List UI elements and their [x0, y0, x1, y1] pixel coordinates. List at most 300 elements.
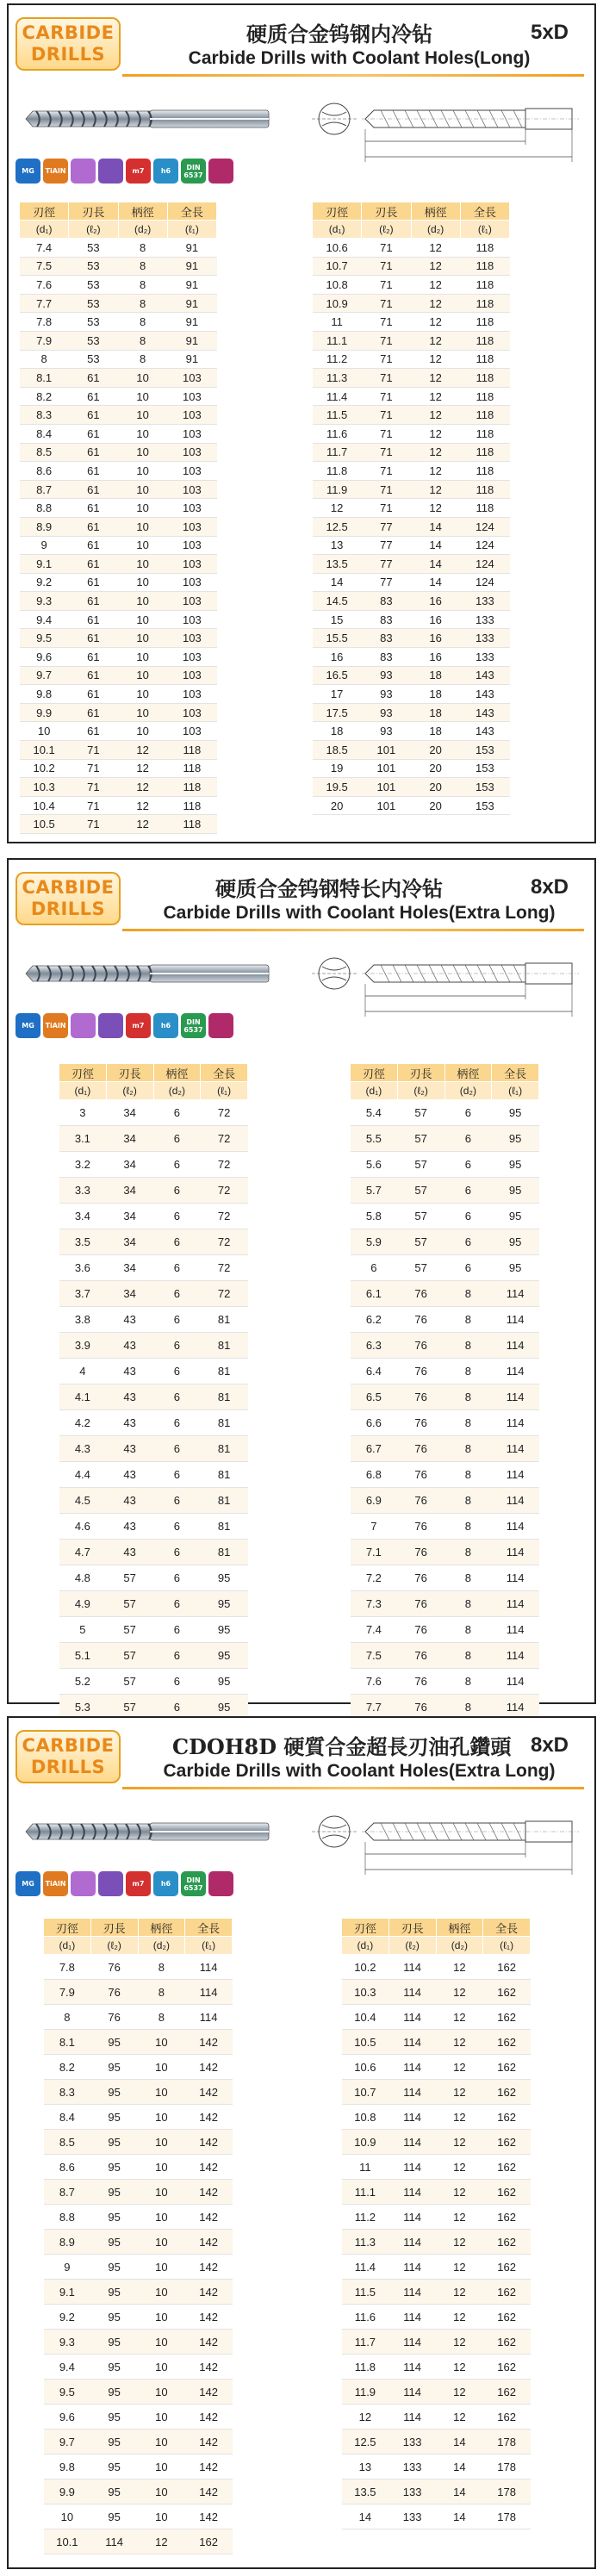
table-cell: 118	[460, 443, 509, 462]
title-ratio: 8xD	[530, 875, 569, 899]
table-row	[351, 1384, 539, 1410]
table-cell: 10	[118, 703, 167, 722]
table-cell: 95	[90, 2030, 138, 2055]
table-cell: 10.1	[20, 741, 69, 760]
table-cell: 61	[69, 666, 118, 685]
table-cell: 7.4	[20, 239, 69, 258]
table-cell: 101	[362, 759, 411, 778]
table-row	[313, 536, 510, 555]
table-cell: 10	[138, 2504, 185, 2529]
table-cell: 142	[185, 2405, 233, 2430]
table-cell: 71	[69, 815, 118, 834]
table-cell: 12	[436, 2130, 483, 2155]
table-cell: 103	[167, 517, 216, 536]
table-cell: 142	[185, 2080, 233, 2105]
table-row	[20, 722, 217, 741]
table-cell: 162	[483, 2330, 531, 2355]
table-cell: 10	[118, 499, 167, 518]
table-cell: 162	[185, 2529, 233, 2554]
table-cell: 10.8	[342, 2105, 389, 2130]
table-cell: 8	[20, 350, 69, 369]
table-cell: 8.8	[44, 2205, 91, 2230]
table-cell: 133	[460, 629, 509, 648]
table-cell: 57	[397, 1204, 444, 1229]
table-cell: 114	[492, 1643, 539, 1669]
table-row	[20, 480, 217, 499]
table-cell: 6	[153, 1514, 201, 1540]
table-cell: 12	[436, 2080, 483, 2105]
straight-icon	[208, 1871, 233, 1896]
table-cell: 8.1	[44, 2030, 91, 2055]
model-code: CDOH8D	[172, 1734, 277, 1759]
table-cell: 162	[483, 2205, 531, 2230]
table-cell: 162	[483, 2055, 531, 2080]
table-cell: 95	[90, 2504, 138, 2529]
column-symbol: (d₁)	[59, 1082, 107, 1100]
table-cell: 114	[389, 2380, 436, 2405]
table-cell: 143	[460, 685, 509, 704]
table-cell: 162	[483, 2405, 531, 2430]
table-cell: 11.3	[313, 369, 362, 388]
table-row	[20, 573, 217, 592]
column-symbol: (d₁)	[44, 1937, 91, 1955]
table-cell: 9.3	[20, 592, 69, 611]
table-cell: 95	[90, 2255, 138, 2280]
table-cell: 114	[185, 1980, 233, 2005]
table-row	[351, 1255, 539, 1281]
table-cell: 3.3	[59, 1178, 107, 1204]
table-cell: 61	[69, 406, 118, 425]
table-row	[313, 294, 510, 313]
table-cell: 81	[201, 1307, 248, 1333]
table-cell: 114	[492, 1669, 539, 1695]
table-cell: 142	[185, 2055, 233, 2080]
table-cell: 12	[411, 499, 460, 518]
table-cell: 8.8	[20, 499, 69, 518]
table-row	[313, 610, 510, 629]
section-title	[138, 1728, 581, 1783]
table-cell: 43	[106, 1436, 153, 1462]
table-cell: 9.5	[44, 2380, 91, 2405]
mg-icon: MG	[16, 1871, 40, 1896]
table-cell: 10	[138, 2330, 185, 2355]
table-cell: 34	[106, 1152, 153, 1178]
table-cell: 10	[118, 462, 167, 481]
table-cell: 43	[106, 1514, 153, 1540]
table-row	[342, 1955, 531, 1980]
table-row	[351, 1436, 539, 1462]
table-cell: 8	[44, 2005, 91, 2030]
table-cell: 72	[201, 1126, 248, 1152]
table-cell: 81	[201, 1384, 248, 1410]
table-cell: 6.6	[351, 1410, 398, 1436]
table-row	[20, 462, 217, 481]
table-cell: 101	[362, 741, 411, 760]
table-cell: 95	[201, 1669, 248, 1695]
table-cell: 12	[411, 462, 460, 481]
table-cell: 18	[411, 722, 460, 741]
table-cell: 61	[69, 629, 118, 648]
table-cell: 16	[313, 648, 362, 667]
table-row	[313, 499, 510, 518]
table-cell: 77	[362, 573, 411, 592]
table-cell: 76	[397, 1565, 444, 1591]
table-cell: 5.6	[351, 1152, 398, 1178]
table-row	[313, 648, 510, 667]
table-cell: 57	[106, 1643, 153, 1669]
table-cell: 10.7	[342, 2080, 389, 2105]
table-row	[351, 1152, 539, 1178]
table-cell: 118	[460, 369, 509, 388]
table-cell: 142	[185, 2480, 233, 2504]
column-header: 刃徑	[44, 1919, 91, 1937]
title-english: Carbide Drills with Coolant Holes(Extra Long)	[163, 1761, 556, 1781]
table-cell: 95	[90, 2330, 138, 2355]
table-cell: 6	[444, 1178, 492, 1204]
column-header: 柄徑	[436, 1919, 483, 1937]
table-cell: 6	[153, 1384, 201, 1410]
table-cell: 4.2	[59, 1410, 107, 1436]
table-cell: 95	[492, 1100, 539, 1126]
table-cell: 8.2	[44, 2055, 91, 2080]
table-cell: 178	[483, 2430, 531, 2455]
table-cell: 9.5	[20, 629, 69, 648]
title-english: Carbide Drills with Coolant Holes(Long)	[188, 48, 531, 68]
table-row	[59, 1514, 248, 1540]
table-cell: 4.8	[59, 1565, 107, 1591]
table-cell: 10.9	[313, 294, 362, 313]
table-cell: 143	[460, 666, 509, 685]
table-cell: 10.8	[313, 276, 362, 295]
table-cell: 61	[69, 722, 118, 741]
table-row	[44, 2055, 233, 2080]
table-cell: 9.1	[44, 2280, 91, 2305]
table-cell: 4.6	[59, 1514, 107, 1540]
table-row	[342, 2430, 531, 2455]
table-cell: 9.7	[20, 666, 69, 685]
column-symbol: (d₂)	[411, 221, 460, 239]
table-cell: 114	[492, 1488, 539, 1514]
table-cell: 57	[397, 1152, 444, 1178]
title-ratio: 8xD	[530, 1733, 569, 1757]
table-row	[351, 1565, 539, 1591]
table-cell: 10	[118, 666, 167, 685]
table-cell: 10	[118, 629, 167, 648]
table-cell: 71	[362, 257, 411, 276]
table-cell: 91	[167, 276, 216, 295]
table-row	[351, 1591, 539, 1617]
table-cell: 6	[153, 1126, 201, 1152]
column-symbol: (ℓ₁)	[460, 221, 509, 239]
table-cell: 153	[460, 759, 509, 778]
table-cell: 34	[106, 1229, 153, 1255]
table-cell: 11.9	[342, 2380, 389, 2405]
table-cell: 7.6	[20, 276, 69, 295]
table-cell: 10	[118, 406, 167, 425]
table-cell: 8	[118, 257, 167, 276]
table-cell: 6.8	[351, 1462, 398, 1488]
table-cell: 10	[118, 480, 167, 499]
table-cell: 12	[436, 2405, 483, 2430]
table-cell: 61	[69, 369, 118, 388]
table-header-row	[59, 1064, 248, 1082]
table-row	[59, 1540, 248, 1565]
table-row	[20, 796, 217, 815]
table-cell: 118	[460, 424, 509, 443]
column-symbol: (d₂)	[436, 1937, 483, 1955]
carbide-drills-badge	[16, 1730, 121, 1783]
table-cell: 114	[492, 1436, 539, 1462]
table-row	[44, 2255, 233, 2280]
column-header: 刃徑	[59, 1064, 107, 1082]
drill-image	[21, 102, 270, 136]
table-cell: 16	[411, 592, 460, 611]
table-cell: 43	[106, 1384, 153, 1410]
table-cell: 7.7	[20, 294, 69, 313]
table-cell: 12	[436, 2380, 483, 2405]
column-symbol: (d₁)	[342, 1937, 389, 1955]
table-cell: 18	[411, 703, 460, 722]
coolant-icon	[98, 1871, 123, 1896]
table-cell: 20	[411, 796, 460, 815]
section-title	[138, 16, 581, 71]
table-row	[44, 2205, 233, 2230]
table-cell: 18	[411, 666, 460, 685]
table-cell: 114	[389, 2405, 436, 2430]
table-cell: 71	[362, 424, 411, 443]
feature-icons	[16, 1013, 233, 1042]
table-cell: 91	[167, 331, 216, 350]
table-cell: 3.4	[59, 1204, 107, 1229]
table-row	[342, 2405, 531, 2430]
table-cell: 8	[444, 1410, 492, 1436]
table-row	[313, 313, 510, 332]
table-cell: 8	[118, 313, 167, 332]
table-cell: 8	[118, 239, 167, 258]
table-cell: 11.5	[313, 406, 362, 425]
table-cell: 61	[69, 462, 118, 481]
table-cell: 95	[201, 1591, 248, 1617]
table-row	[342, 2355, 531, 2380]
table-row	[20, 424, 217, 443]
table-row	[313, 387, 510, 406]
table-cell: 9	[20, 536, 69, 555]
table-row	[342, 2105, 531, 2130]
table-cell: 16	[411, 610, 460, 629]
table-cell: 124	[460, 536, 509, 555]
table-cell: 118	[167, 796, 216, 815]
table-cell: 93	[362, 666, 411, 685]
table-cell: 14	[436, 2504, 483, 2529]
table-cell: 61	[69, 703, 118, 722]
table-cell: 153	[460, 778, 509, 797]
table-cell: 114	[185, 1955, 233, 1980]
table-cell: 4.5	[59, 1488, 107, 1514]
table-cell: 8	[118, 276, 167, 295]
table-cell: 12	[436, 2330, 483, 2355]
coolant-icon	[98, 1013, 123, 1038]
table-cell: 6	[153, 1359, 201, 1384]
table-cell: 76	[397, 1307, 444, 1333]
table-cell: 178	[483, 2480, 531, 2504]
table-cell: 53	[69, 350, 118, 369]
table-cell: 6	[444, 1229, 492, 1255]
table-cell: 15.5	[313, 629, 362, 648]
column-symbol: (d₁)	[20, 221, 69, 239]
table-row	[44, 2480, 233, 2504]
table-cell: 103	[167, 648, 216, 667]
table-cell: 8	[444, 1384, 492, 1410]
table-row	[313, 666, 510, 685]
table-cell: 10	[138, 2130, 185, 2155]
m7-icon: m7	[126, 1013, 151, 1038]
table-cell: 11	[313, 313, 362, 332]
table-cell: 8.4	[44, 2105, 91, 2130]
straight-icon	[208, 1013, 233, 1038]
table-cell: 10	[138, 2280, 185, 2305]
table-row	[351, 1100, 539, 1126]
table-row	[44, 2455, 233, 2480]
column-symbol: (ℓ₁)	[492, 1082, 539, 1100]
table-cell: 133	[460, 592, 509, 611]
table-cell: 14	[411, 573, 460, 592]
table-cell: 142	[185, 2255, 233, 2280]
table-cell: 12	[411, 424, 460, 443]
table-row	[351, 1281, 539, 1307]
table-cell: 10.3	[20, 778, 69, 797]
table-cell: 71	[69, 759, 118, 778]
table-subheader-row	[351, 1082, 539, 1100]
table-cell: 9.9	[44, 2480, 91, 2504]
table-cell: 118	[460, 499, 509, 518]
table-cell: 103	[167, 685, 216, 704]
table-row	[351, 1488, 539, 1514]
table-cell: 12	[313, 499, 362, 518]
table-cell: 14	[436, 2430, 483, 2455]
table-row	[351, 1410, 539, 1436]
table-cell: 11.1	[313, 331, 362, 350]
table-row	[313, 424, 510, 443]
carbide-drills-badge	[16, 17, 121, 71]
table-header-row	[313, 202, 510, 221]
table-cell: 61	[69, 536, 118, 555]
table-cell: 76	[397, 1462, 444, 1488]
table-cell: 17	[313, 685, 362, 704]
table-cell: 162	[483, 2280, 531, 2305]
column-header: 全長	[167, 202, 216, 221]
table-cell: 76	[397, 1333, 444, 1359]
table-cell: 83	[362, 629, 411, 648]
table-row	[59, 1126, 248, 1152]
table-row	[44, 2280, 233, 2305]
table-cell: 81	[201, 1514, 248, 1540]
table-cell: 71	[69, 778, 118, 797]
table-cell: 114	[389, 2230, 436, 2255]
table-cell: 76	[397, 1410, 444, 1436]
table-row	[351, 1359, 539, 1384]
title-underline	[122, 74, 584, 77]
table-cell: 7.1	[351, 1540, 398, 1565]
column-header: 刃長	[90, 1919, 138, 1937]
table-cell: 71	[362, 369, 411, 388]
table-row	[20, 443, 217, 462]
table-cell: 10	[118, 610, 167, 629]
table-cell: 12	[118, 741, 167, 760]
table-cell: 61	[69, 387, 118, 406]
table-row	[44, 2380, 233, 2405]
table-cell: 10	[138, 2255, 185, 2280]
table-row	[59, 1152, 248, 1178]
table-cell: 6.3	[351, 1333, 398, 1359]
table-row	[20, 759, 217, 778]
table-cell: 57	[106, 1695, 153, 1720]
table-cell: 114	[389, 2255, 436, 2280]
table-cell: 7.8	[20, 313, 69, 332]
table-cell: 3	[59, 1100, 107, 1126]
table-row	[20, 387, 217, 406]
table-header-row	[351, 1064, 539, 1082]
table-cell: 71	[69, 741, 118, 760]
table-cell: 6	[153, 1307, 201, 1333]
column-symbol: (ℓ₁)	[483, 1937, 531, 1955]
table-cell: 5.9	[351, 1229, 398, 1255]
table-cell: 9.8	[44, 2455, 91, 2480]
table-cell: 5.1	[59, 1643, 107, 1669]
table-cell: 10	[138, 2055, 185, 2080]
table-cell: 6.1	[351, 1281, 398, 1307]
table-cell: 76	[397, 1540, 444, 1565]
table-cell: 9.2	[44, 2305, 91, 2330]
table-cell: 12	[436, 2155, 483, 2180]
table-cell: 57	[397, 1178, 444, 1204]
table-cell: 3.2	[59, 1152, 107, 1178]
table-cell: 14	[411, 517, 460, 536]
table-cell: 6.9	[351, 1488, 398, 1514]
feature-icons	[16, 1871, 233, 1901]
table-cell: 12	[411, 331, 460, 350]
column-header: 全長	[201, 1064, 248, 1082]
table-cell: 8.7	[44, 2180, 91, 2205]
table-cell: 8	[118, 294, 167, 313]
table-cell: 10	[118, 443, 167, 462]
table-cell: 6	[153, 1695, 201, 1720]
table-cell: 76	[397, 1384, 444, 1410]
table-cell: 10.4	[20, 796, 69, 815]
table-cell: 8	[118, 331, 167, 350]
table-row	[313, 276, 510, 295]
table-cell: 95	[90, 2480, 138, 2504]
table-cell: 118	[460, 387, 509, 406]
table-cell: 61	[69, 610, 118, 629]
table-cell: 12	[436, 2280, 483, 2305]
drill-image	[21, 956, 270, 991]
table-cell: 8.7	[20, 480, 69, 499]
table-cell: 12	[436, 2030, 483, 2055]
table-row	[59, 1204, 248, 1229]
table-cell: 71	[362, 499, 411, 518]
table-cell: 142	[185, 2430, 233, 2455]
column-header: 刃長	[106, 1064, 153, 1082]
table-cell: 118	[167, 778, 216, 797]
table-cell: 14	[411, 555, 460, 574]
table-cell: 114	[492, 1514, 539, 1540]
table-cell: 133	[389, 2455, 436, 2480]
table-row	[313, 369, 510, 388]
table-cell: 53	[69, 331, 118, 350]
table-cell: 95	[492, 1204, 539, 1229]
table-cell: 6	[153, 1488, 201, 1514]
table-cell: 18.5	[313, 741, 362, 760]
